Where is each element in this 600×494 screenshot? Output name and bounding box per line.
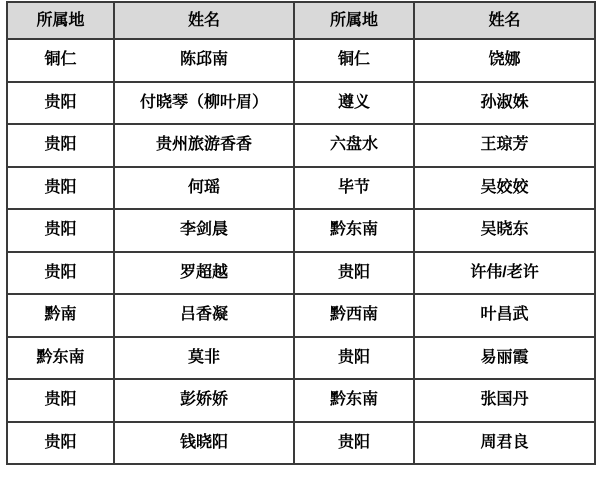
- header-cell-name-left: 姓名: [114, 2, 294, 39]
- table-cell: 贵阳: [294, 252, 414, 295]
- table-cell: 铜仁: [7, 39, 114, 82]
- table-row: [7, 379, 595, 422]
- table-cell: 铜仁: [294, 39, 414, 82]
- table-cell: 贵阳: [7, 124, 114, 167]
- table-cell: 陈邱南: [114, 39, 294, 82]
- table-row: [7, 209, 595, 252]
- table-cell: 黔西南: [294, 294, 414, 337]
- table-cell: 贵阳: [294, 337, 414, 380]
- table-cell: 李剑晨: [114, 209, 294, 252]
- table-row: [7, 167, 595, 210]
- table-cell: 张国丹: [414, 379, 595, 422]
- table-cell: 钱晓阳: [114, 422, 294, 465]
- table-row: [7, 39, 595, 82]
- header-cell-location-right: 所属地: [294, 2, 414, 39]
- table-cell: 遵义: [294, 82, 414, 125]
- table-cell: 黔南: [7, 294, 114, 337]
- table-row: [7, 124, 595, 167]
- table-cell: 何瑶: [114, 167, 294, 210]
- header-row: [7, 2, 595, 39]
- table-cell: 王琼芳: [414, 124, 595, 167]
- table-body: [7, 39, 595, 464]
- table-cell: 贵阳: [7, 167, 114, 210]
- table-cell: 贵阳: [7, 422, 114, 465]
- table-cell: 许伟/老许: [414, 252, 595, 295]
- roster-table: [6, 1, 596, 465]
- table-cell: 六盘水: [294, 124, 414, 167]
- table-cell: 孙淑姝: [414, 82, 595, 125]
- table-cell: 贵阳: [7, 209, 114, 252]
- table-cell: 叶昌武: [414, 294, 595, 337]
- table-cell: 毕节: [294, 167, 414, 210]
- table-cell: 饶娜: [414, 39, 595, 82]
- table-cell: 贵州旅游香香: [114, 124, 294, 167]
- table-cell: 周君良: [414, 422, 595, 465]
- table-cell: 彭娇娇: [114, 379, 294, 422]
- table-row: [7, 82, 595, 125]
- table-cell: 付晓琴（柳叶眉）: [114, 82, 294, 125]
- table-cell: 吕香凝: [114, 294, 294, 337]
- table-cell: 吴晓东: [414, 209, 595, 252]
- table-cell: 黔东南: [7, 337, 114, 380]
- header-cell-name-right: 姓名: [414, 2, 595, 39]
- table-cell: 贵阳: [7, 82, 114, 125]
- table-row: [7, 422, 595, 465]
- table-row: [7, 337, 595, 380]
- table-row: [7, 252, 595, 295]
- header-cell-location-left: 所属地: [7, 2, 114, 39]
- table-cell: 罗超越: [114, 252, 294, 295]
- table-cell: 贵阳: [7, 252, 114, 295]
- table-cell: 黔东南: [294, 209, 414, 252]
- table-cell: 易丽霞: [414, 337, 595, 380]
- table-header: [7, 2, 595, 39]
- table-cell: 黔东南: [294, 379, 414, 422]
- table-cell: 贵阳: [7, 379, 114, 422]
- table-row: [7, 294, 595, 337]
- table-cell: 吴姣姣: [414, 167, 595, 210]
- table-cell: 莫非: [114, 337, 294, 380]
- table-cell: 贵阳: [294, 422, 414, 465]
